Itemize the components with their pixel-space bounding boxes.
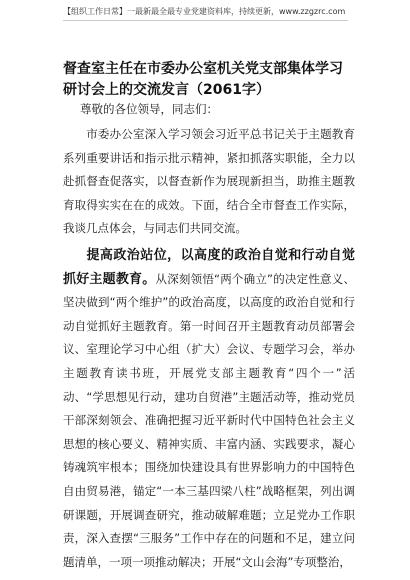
header-divider (63, 20, 348, 21)
intro-paragraph (63, 123, 355, 241)
section-1-body: 从深刻领悟“两个确立”的决定性意义、坚决做到“两个维护”的政治高度，以高度的政治自觉和行动自觉抓好主题教育。第一时间召开主题教育动员部署会议、室理论学习中心组（扩大）会议、专题学习会，举办主题教育读书班，开展党支部主题教育“四个一”活动、“学思想见行动，建功自贸港”主题活动等，推动党员干部深刻领会、准确把握习近平新时代中国特色社会主义思想的核心要义、精神实质、丰富内涵、实践要求，凝心铸魂筑牢根本；围绕加快建设具有世界影响力的中国特色自由贸易港，锚定“一本三基四梁八柱”战略框架，列出调研课题，开展调查研究，推动破解难题；立足党办工作职责，深入查摆“三服务”工作中存在的问题和不足，建立问题清单，一项一项推动解决；开展“文山会海”专项整治， (63, 271, 355, 569)
section-1-paragraph (63, 244, 355, 574)
page-header: 【组织工作日常】一最新最全最专业党建资料库，持续更新，www.zzgzrc.com (63, 7, 346, 16)
section-1-heading: 提高政治站位，以高度的政治自觉和行动自觉抓好主题教育。 (63, 248, 355, 287)
document-title: 督查室主任在市委办公室机关党支部集体学习研讨会上的交流发言（2061字） (63, 61, 343, 98)
intro-text: 市委办公室深入学习领会习近平总书记关于主题教育系列重要讲话和指示批示精神，紧扣抓落实职能，全力以赴抓督查促落实，以督查新作为展现新担当，助推主题教育取得实实在在的成效。下面，结合全市督查工作实际，我谈几点体会，与同志们共同交流。 (63, 127, 355, 236)
salutation: 尊敬的各位领导，同志们： (80, 102, 218, 116)
